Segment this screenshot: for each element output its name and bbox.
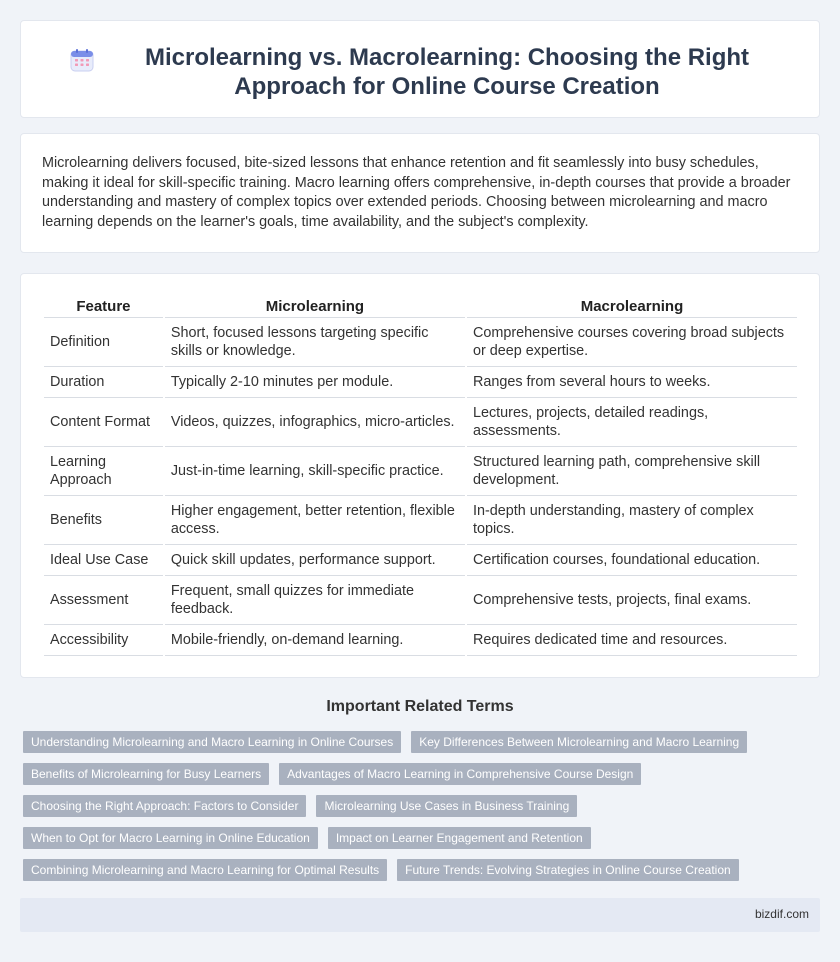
comparison-table	[42, 296, 799, 656]
table-row	[44, 447, 797, 496]
intro-card	[20, 133, 820, 253]
table-row	[44, 496, 797, 545]
table-header-row	[44, 296, 797, 318]
row-micro: Frequent, small quizzes for immediate feedback.	[165, 576, 465, 625]
row-feature: Benefits	[44, 496, 163, 545]
related-term-tag[interactable]: Future Trends: Evolving Strategies in Online Course Creation	[397, 859, 739, 881]
table-row	[44, 545, 797, 576]
row-macro: Certification courses, foundational education.	[467, 545, 797, 576]
row-feature: Learning Approach	[44, 447, 163, 496]
related-term-tag[interactable]: Impact on Learner Engagement and Retention	[328, 827, 591, 849]
page-title: Microlearning vs. Macrolearning: Choosing the Right Approach for Online Course Creation	[144, 44, 750, 100]
table-row	[44, 318, 797, 367]
row-feature: Accessibility	[44, 625, 163, 656]
footer	[20, 898, 820, 932]
intro-paragraph: Microlearning delivers focused, bite-sized lessons that enhance retention and fit seamlessly into busy schedules, making it ideal for skill-specific training. Macro learning offers comprehensive, in-depth courses that provide a broader understanding and mastery of complex topics over extended periods. Choosing between microlearning and macro learning depends on the learner's goals, time availability, and the subject's complexity.	[42, 155, 791, 230]
row-macro: Comprehensive courses covering broad subjects or deep expertise.	[467, 318, 797, 367]
row-micro: Short, focused lessons targeting specific skills or knowledge.	[165, 318, 465, 367]
row-macro: Requires dedicated time and resources.	[467, 625, 797, 656]
title-card	[20, 20, 820, 118]
row-micro: Typically 2-10 minutes per module.	[165, 367, 465, 398]
row-micro: Higher engagement, better retention, flexible access.	[165, 496, 465, 545]
row-micro: Videos, quizzes, infographics, micro-articles.	[165, 398, 465, 447]
related-terms-list	[23, 731, 783, 881]
comparison-card	[20, 273, 820, 678]
row-feature: Duration	[44, 367, 163, 398]
table-row	[44, 625, 797, 656]
row-macro: In-depth understanding, mastery of complex topics.	[467, 496, 797, 545]
related-term-tag[interactable]: Benefits of Microlearning for Busy Learners	[23, 763, 269, 785]
related-term-tag[interactable]: Advantages of Macro Learning in Comprehensive Course Design	[279, 763, 641, 785]
row-macro: Comprehensive tests, projects, final exams.	[467, 576, 797, 625]
table-row	[44, 398, 797, 447]
row-feature: Content Format	[44, 398, 163, 447]
row-feature: Definition	[44, 318, 163, 367]
header-macrolearning: Macrolearning	[467, 296, 797, 318]
related-term-tag[interactable]: Combining Microlearning and Macro Learning for Optimal Results	[23, 859, 387, 881]
related-terms-heading: Important Related Terms	[326, 698, 514, 715]
table-row	[44, 367, 797, 398]
row-macro: Ranges from several hours to weeks.	[467, 367, 797, 398]
related-term-tag[interactable]: Understanding Microlearning and Macro Learning in Online Courses	[23, 731, 401, 753]
row-feature: Ideal Use Case	[44, 545, 163, 576]
related-term-tag[interactable]: When to Opt for Macro Learning in Online Education	[23, 827, 318, 849]
row-feature: Assessment	[44, 576, 163, 625]
related-term-tag[interactable]: Microlearning Use Cases in Business Training	[316, 795, 577, 817]
row-macro: Structured learning path, comprehensive skill development.	[467, 447, 797, 496]
related-term-tag[interactable]: Key Differences Between Microlearning and Macro Learning	[411, 731, 747, 753]
header-microlearning: Microlearning	[165, 296, 465, 318]
footer-site-link[interactable]: bizdif.com	[754, 907, 809, 921]
related-term-tag[interactable]: Choosing the Right Approach: Factors to Consider	[23, 795, 306, 817]
row-macro: Lectures, projects, detailed readings, assessments.	[467, 398, 797, 447]
table-row	[44, 576, 797, 625]
header-feature: Feature	[44, 296, 163, 318]
row-micro: Quick skill updates, performance support.	[165, 545, 465, 576]
row-micro: Mobile-friendly, on-demand learning.	[165, 625, 465, 656]
row-micro: Just-in-time learning, skill-specific practice.	[165, 447, 465, 496]
